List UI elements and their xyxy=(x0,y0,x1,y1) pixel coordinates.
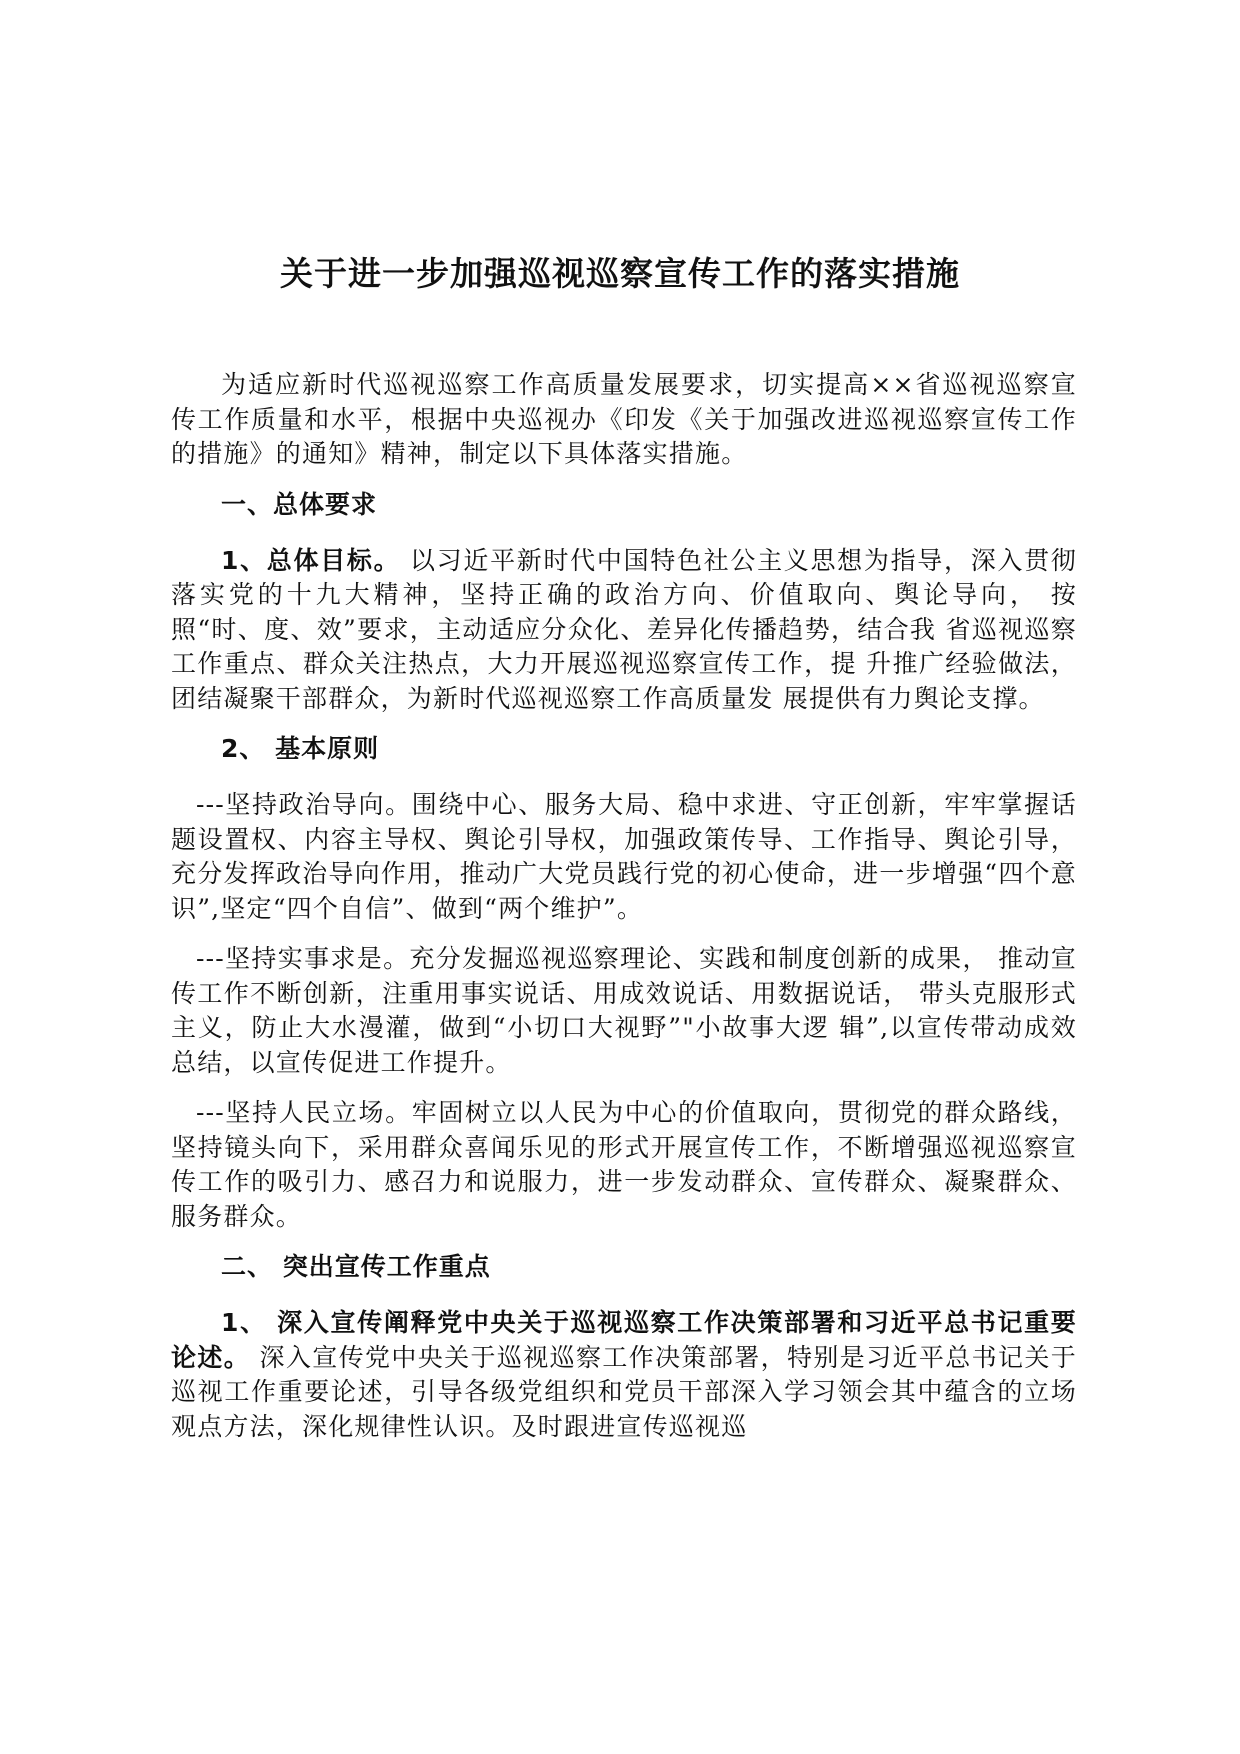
publicity-focus-item1-text: 深入宣传党中央关于巡视巡察工作决策部署，特别是习近平总书记关于巡视工作重要论述，引导各级党组织和党员干部深入学习领会其中蕴含的立场观点方法，深化规律性认识。及时跟进宣传巡视巡 xyxy=(171,1342,1077,1441)
overall-goal-lead: 1、总体目标。 xyxy=(221,545,401,575)
intro-paragraph: 为适应新时代巡视巡察工作高质量发展要求，切实提高××省巡视巡察宣传工作质量和水平，根据中央巡视办《印发《关于加强改进巡视巡察宣传工作的措施》的通知》精神，制定以下具体落实措施。 xyxy=(171,370,1077,468)
subheading-basic-principles: 2、 基本原则 xyxy=(221,734,380,763)
overall-goal-text: 以习近平新时代中国特色社公主义思想为指导，深入贯彻落实党的十九大精神，坚持正确的政治方向、价值取向、舆论导向， 按照“时、度、效”要求，主动适应分众化、差异化传播趋势，结合我 省巡视巡察工作重点、群众关注热点，大力开展巡视巡察宣传工作，提 升推广经验做法，团结凝聚干部群众，为新时代巡视巡察工作高质量发 展提供有力舆论支撑。 xyxy=(171,545,1077,713)
principle-people-stance: ---坚持人民立场。牢固树立以人民为中心的价值取向，贯彻党的群众路线，坚持镜头向下，采用群众喜闻乐见的形式开展宣传工作，不断增强巡视巡察宣传工作的吸引力、感召力和说服力，进一步发动群众、宣传群众、凝聚群众、服务群众。 xyxy=(171,1098,1077,1231)
overall-goal-paragraph xyxy=(171,544,1077,717)
publicity-focus-item1-paragraph xyxy=(171,1306,1077,1444)
document-body xyxy=(171,368,1077,1460)
principle-political-orientation: ---坚持政治导向。围绕中心、服务大局、稳中求进、守正创新，牢牢掌握话题设置权、内容主导权、舆论引导权，加强政策传导、工作指导、舆论引导，充分发挥政治导向作用，推动广大党员践行党的初心使命，进一步增强“四个意识”,坚定“四个自信”、做到“两个维护”。 xyxy=(171,790,1077,923)
section-heading-publicity-focus: 二、 突出宣传工作重点 xyxy=(221,1252,491,1281)
principle-seeking-truth: ---坚持实事求是。充分发掘巡视巡察理论、实践和制度创新的成果， 推动宣传工作不断创新，注重用事实说话、用成效说话、用数据说话， 带头克服形式主义，防止大水漫灌，做到“小切口大视野”"小故事大逻 辑”,以宣传带动成效总结，以宣传促进工作提升。 xyxy=(171,944,1077,1077)
section-heading-overall-requirements: 一、总体要求 xyxy=(221,489,378,519)
document-title: 关于进一步加强巡视巡察宣传工作的落实措施 xyxy=(280,254,960,293)
publicity-focus-item1-lead: 1、 深入宣传阐释党中央关于巡视巡察工作决策部署和习近平总书记重要论述。 xyxy=(171,1308,1077,1372)
